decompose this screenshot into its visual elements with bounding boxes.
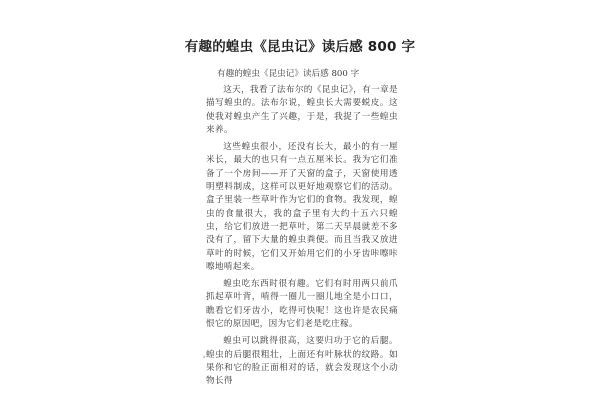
document-subtitle: 有趣的蝗虫《昆虫记》读后感 800 字 (217, 69, 360, 79)
paragraph: 蝗虫可以跳得很高，这要归功于它的后腿。蝗虫的后腿很粗壮，上面还有叶脉状的纹路。如果你和它的脸正面相对的话，就会发现这个小动物长得 (206, 336, 398, 387)
paragraph: 蝗虫吃东西时很有趣。它们有时用两只前爪抓起草叶背，啃得一圈儿一圈儿地全是小口口，瞧看它们牙齿小，吃得可快呢！这也许是农民痛恨它的原因吧，因为它们老是吃庄稼。 (206, 279, 398, 330)
document-body (206, 68, 398, 393)
paragraph: 这天，我看了法布尔的《昆虫记》，有一章是描写蝗虫的。法布尔说，蝗虫长大需要蜕皮。这使我对蝗虫产生了兴趣，于是，我捉了一些蝗虫来养。 (206, 85, 398, 135)
paragraph: 这些蝗虫很小，还没有长大，最小的有一厘米长，最大的也只有一点五厘米长。我为它们准备了一个房间——开了天窗的盒子，天窗使用透明塑料制成，这样可以更好地观察它们的活动。盒子里装一些草叶作为它们的食物。我发现，蝗虫的食量很大，我的盒子里有大约十五六只蝗虫，给它们放进一把草叶，第二天早晨就差不多没有了，留下大量的蝗虫粪便。而且当我又放进草叶的时候，它们又开始用它们的小牙齿咔嚓咔嚓地啃起来。 (206, 142, 398, 272)
document-title: 有趣的蝗虫《昆虫记》读后感 800 字 (184, 39, 416, 55)
page-speck (203, 356, 205, 358)
